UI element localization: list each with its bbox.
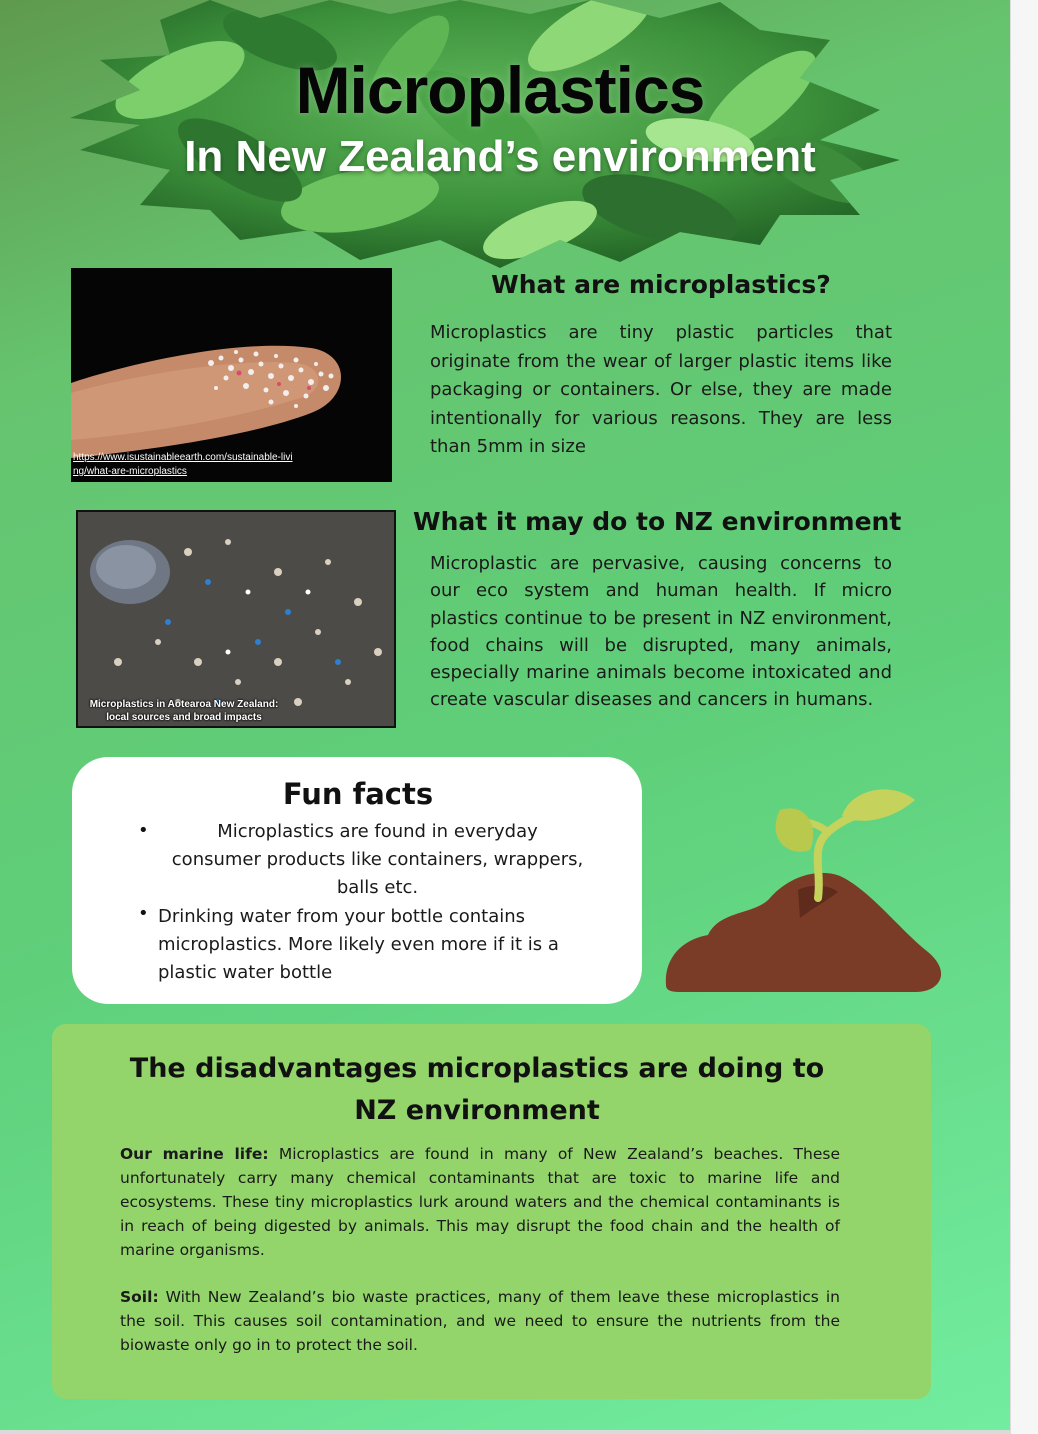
- soil-text: With New Zealand’s bio waste practices, many of them leave these microplastics in the soil. This causes soil contamination, and we need to ensure the nutrients from the biowaste only go in to protect the soil.: [120, 1288, 840, 1354]
- page-subtitle: In New Zealand’s environment: [184, 132, 816, 181]
- beach-sand-microplastics-photo-icon: [78, 512, 394, 726]
- bullet-icon: •: [138, 903, 149, 924]
- marine-life-label: Our marine life:: [120, 1145, 269, 1163]
- fingertip-photo: [71, 268, 392, 482]
- disadvantages-panel: [52, 1024, 931, 1399]
- seedling-in-soil-icon: [660, 780, 945, 995]
- bullet-icon: •: [138, 820, 149, 841]
- fun-fact-item: Drinking water from your bottle contains microplastics. More likely even more if it is a plastic water bottle: [158, 906, 559, 983]
- beach-photo-caption: Microplastics in Aotearoa New Zealand: local sources and broad impacts: [89, 699, 279, 723]
- fingertip-photo-caption[interactable]: https://www.isustainableearth.com/sustainable-living/what-are-microplastics: [73, 452, 293, 477]
- impact-paragraph: Microplastic are pervasive, causing concerns to our eco system and human health. If micro plastics continue to be present in NZ environment, food chains will be disrupted, many animals, especially marine animals become intoxicated and create vascular diseases and cancers in humans.: [430, 553, 892, 711]
- soil-label: Soil:: [120, 1288, 159, 1306]
- disadvantages-heading: The disadvantages microplastics are doing to NZ environment: [129, 1053, 825, 1126]
- impact-heading: What it may do to NZ environment: [413, 507, 902, 536]
- fun-fact-item: Microplastics are found in everyday consumer products like containers, wrappers, balls etc.: [171, 821, 584, 898]
- page-bottom-border: [0, 1430, 1010, 1434]
- what-are-paragraph: Microplastics are tiny plastic particles that originate from the wear of larger plastic items like packaging or containers. Or else, they are made intentionally for various reasons. They are less than 5mm in size: [430, 322, 892, 457]
- viewer-scrollbar[interactable]: [1010, 0, 1038, 1434]
- page-title: Microplastics: [295, 53, 705, 127]
- beach-photo: [76, 510, 396, 728]
- fingertip-microplastics-photo-icon: [71, 268, 392, 482]
- fun-facts-card: [72, 757, 642, 1004]
- fun-facts-heading: Fun facts: [282, 777, 434, 811]
- what-are-heading: What are microplastics?: [491, 270, 831, 299]
- soil-paragraph: [120, 1285, 840, 1357]
- marine-life-text: Microplastics are found in many of New Zealand’s beaches. These unfortunately carry many chemical contaminants that are toxic to marine life and ecosystems. These tiny microplastics lurk around waters and the chemical contaminants is in reach of being digested by animals. This may disrupt the food chain and the health of marine organisms.: [120, 1145, 840, 1259]
- marine-life-paragraph: [120, 1142, 840, 1262]
